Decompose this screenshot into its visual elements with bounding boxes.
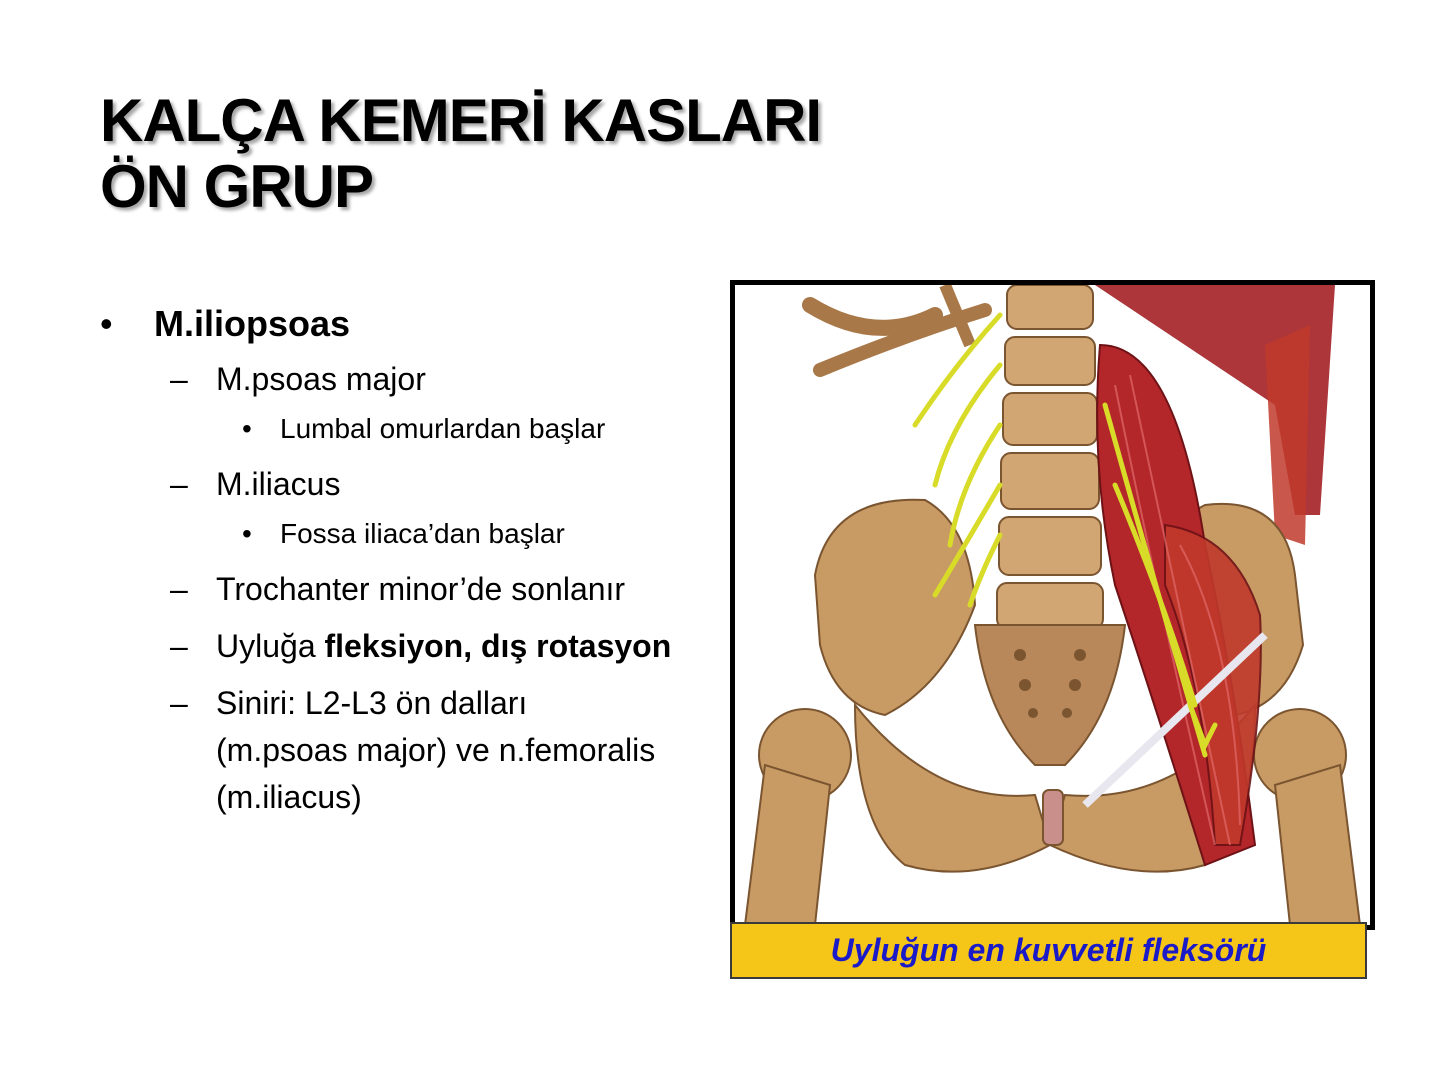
action-bold-text: fleksiyon, dış rotasyon <box>324 628 672 664</box>
sub-item-psoas <box>96 356 736 403</box>
bullet-icon: • <box>100 303 113 344</box>
anatomy-illustration <box>730 280 1375 930</box>
sub-item-psoas-text: M.psoas major <box>216 361 426 397</box>
nerve-line-3: (m.iliacus) <box>216 779 362 815</box>
action-prefix-text: Uyluğa <box>216 628 325 664</box>
sub-item-nerve <box>96 680 736 821</box>
slide-title-line-1: KALÇA KEMERİ KASLARI <box>100 87 822 154</box>
caption-box: Uyluğun en kuvvetli fleksörü <box>730 922 1367 979</box>
sub-sub-item-iliacus-origin <box>96 514 736 554</box>
bullet-list <box>96 298 736 831</box>
sub-item-insertion <box>96 566 736 613</box>
sub-sub-item-psoas-origin <box>96 409 736 449</box>
dash-icon: – <box>170 685 188 721</box>
slide-title-line-2: ÖN GRUP <box>100 153 374 220</box>
iliacus-origin-text: Fossa iliaca’dan başlar <box>280 518 565 549</box>
psoas-origin-text: Lumbal omurlardan başlar <box>280 413 606 444</box>
dash-icon: – <box>170 628 188 664</box>
dash-icon: – <box>170 361 188 397</box>
dot-icon: • <box>242 413 252 444</box>
sub-item-action <box>96 623 736 670</box>
bullet-main-iliopsoas <box>96 298 736 356</box>
nerve-line-2: (m.psoas major) ve n.femoralis <box>216 732 656 768</box>
dash-icon: – <box>170 466 188 502</box>
insertion-text: Trochanter minor’de sonlanır <box>216 571 626 607</box>
pelvis-iliopsoas-drawing <box>735 285 1370 925</box>
dash-icon: – <box>170 571 188 607</box>
slide-title <box>100 88 821 220</box>
bullet-main-text: M.iliopsoas <box>154 303 351 344</box>
dot-icon: • <box>242 518 252 549</box>
sub-item-iliacus-text: M.iliacus <box>216 466 341 502</box>
nerve-line-1: Siniri: L2-L3 ön dalları <box>216 685 528 721</box>
sub-item-iliacus <box>96 461 736 508</box>
